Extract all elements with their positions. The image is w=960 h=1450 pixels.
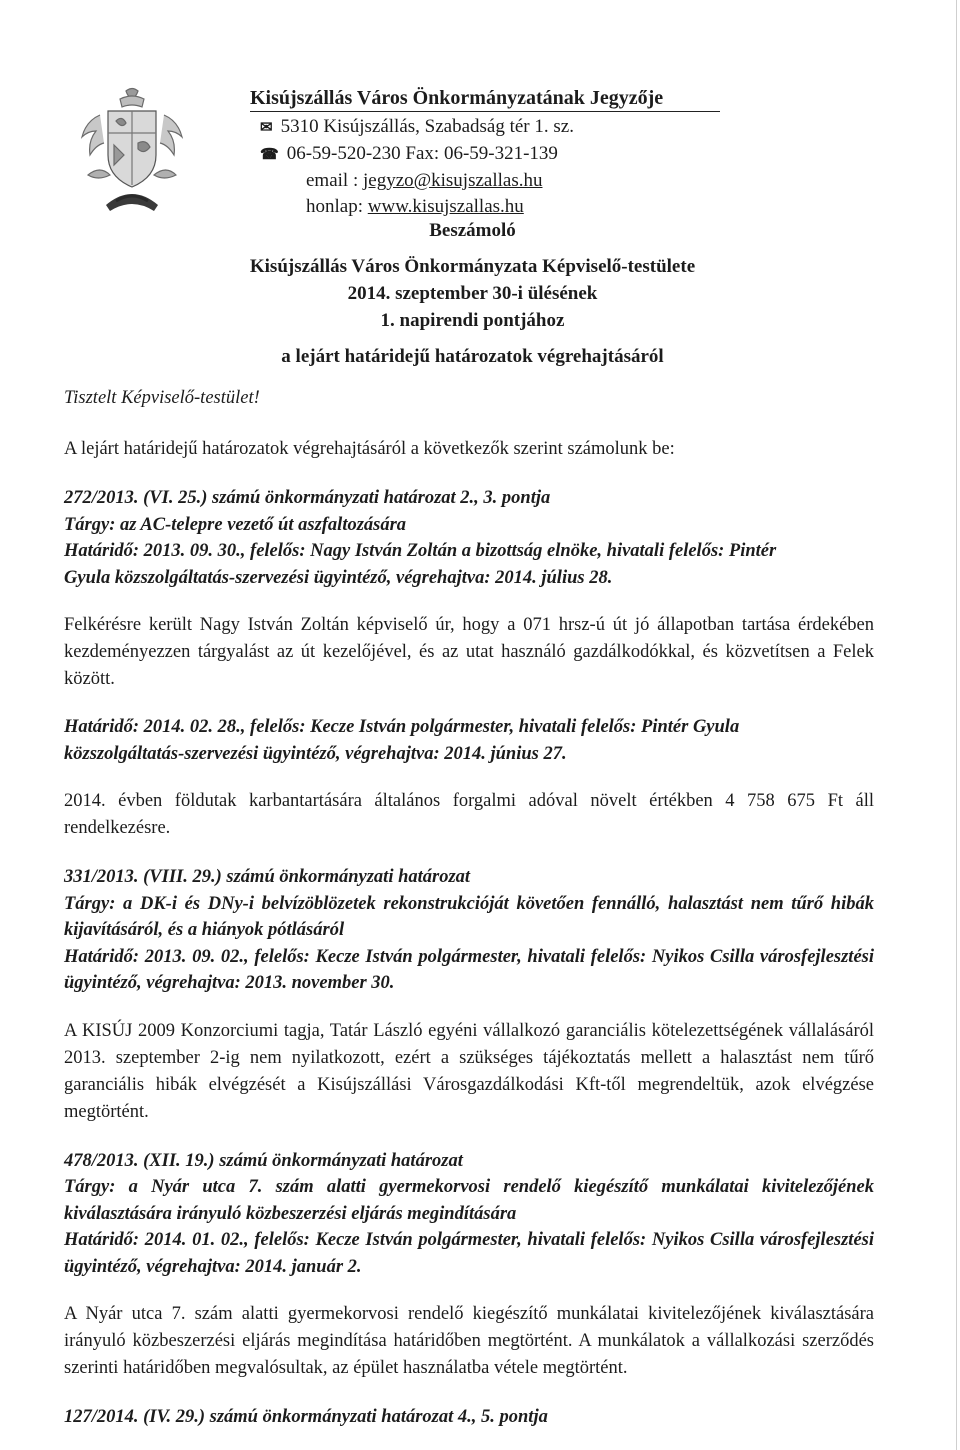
phone-fax-text: 06-59-520-230 Fax: 06-59-321-139	[286, 143, 558, 164]
resolution-text: Felkérésre került Nagy István Zoltán képviselő úr, hogy a 071 hrsz-ú út jó állapotban tartása érdekében kezdeményezzen tárgyalást az út kezelőjével, és az utat használó gazdálkodókkal, és közvetítsen a Felek között.	[64, 615, 874, 689]
resolution-text: A Nyár utca 7. szám alatti gyermekorvosi rendelő kiegészítő munkálatai kivitelezőjének kiválasztására irányuló közbeszerzési eljárás megindítása határidőben megtörtént. A munkálatok a vállalkozási szerződés szerinti határidőben megvalósultak, az épület használatba vétele megtörtént.	[64, 1304, 874, 1378]
address-text: 5310 Kisújszállás, Szabadság tér 1. sz.	[280, 116, 574, 137]
greeting: Tisztelt Képviselő-testület!	[64, 388, 260, 408]
email-link[interactable]: jegyzo@kisujszallas.hu	[362, 170, 543, 191]
title-line-5: a lejárt határidejű határozatok végrehajtásáról	[281, 346, 664, 367]
resolution-deadline: Határidő: 2013. 09. 30., felelős: Nagy István Zoltán a bizottság elnöke, hivatali felelős: Pintér	[64, 541, 777, 561]
resolution-text: A KISÚJ 2009 Konzorciumi tagja, Tatár László egyéni vállalkozó garanciális kötelezettségének vállalásáról 2013. szeptember 2-ig nem nyilatkozott, ezért a szükséges tájékoztatás mellett a halasztást nem tűrő garanciális hibák elvégzését a Kisújszállási Városgazdálkodási Kft-től megrendeltük, azok elvégzése megtörtént.	[64, 1020, 874, 1122]
resolution-block	[64, 864, 874, 997]
resolution-deadline: Határidő: 2013. 09. 02., felelős: Kecze István polgármester, hivatali felelős: Nyikos Csilla városfejlesztési ügyintéző, végrehajtva: 2013. november 30.	[64, 946, 874, 993]
header-rule	[250, 111, 720, 112]
resolution-deadline-cont: közszolgáltatás-szervezési ügyintéző, végrehajtva: 2014. június 27.	[64, 743, 567, 764]
resolution-heading: 127/2014. (IV. 29.) számú önkormányzati határozat 4., 5. pontja	[64, 1407, 548, 1427]
resolution-text: 2014. évben földutak karbantartására általános forgalmi adóval növelt értékben 4 758 675 Ft áll rendelkezésre.	[64, 791, 874, 838]
resolution-deadline-cont: Gyula közszolgáltatás-szervezési ügyintéző, végrehajtva: 2014. július 28.	[64, 567, 613, 588]
resolution-block	[64, 714, 874, 767]
resolution-block	[64, 1404, 874, 1431]
address-line	[250, 114, 720, 141]
telephone-icon: ☎	[260, 147, 279, 163]
resolution-deadline: Határidő: 2014. 02. 28., felelős: Kecze István polgármester, hivatali felelős: Pintér Gyula	[64, 717, 740, 737]
page-edge-line	[956, 0, 957, 1450]
title-line-2: Kisújszállás Város Önkormányzata Képviselő-testülete	[249, 256, 696, 277]
web-link[interactable]: www.kisujszallas.hu	[367, 196, 524, 217]
document-body	[64, 385, 874, 1431]
title-line-1: Beszámoló	[429, 220, 516, 241]
resolution-heading: 331/2013. (VIII. 29.) számú önkormányzati határozat	[64, 867, 471, 887]
web-label: honlap:	[306, 196, 368, 217]
title-line-3: 2014. szeptember 30-i ülésének	[347, 283, 598, 304]
organization-name: Kisújszállás Város Önkormányzatának Jegyzője	[250, 87, 664, 109]
resolution-heading: 478/2013. (XII. 19.) számú önkormányzati határozat	[64, 1150, 463, 1171]
letterhead	[250, 87, 720, 220]
report-title	[160, 217, 785, 370]
resolution-heading: 272/2013. (VI. 25.) számú önkormányzati határozat 2., 3. pontja	[64, 488, 551, 508]
resolution-subject: Tárgy: a DK-i és DNy-i belvízöblözetek rekonstrukcióját követően fennálló, halasztást nem tűrő hibák kijavításáról, és a hiányok pótlásáról	[64, 893, 874, 940]
mailbox-icon: ✉	[260, 120, 273, 136]
resolution-block	[64, 485, 874, 591]
intro-paragraph: A lejárt határidejű határozatok végrehajtásáról a következők szerint számolunk be:	[64, 439, 675, 459]
email-label: email :	[306, 170, 363, 191]
title-line-4: 1. napirendi pontjához	[380, 310, 565, 331]
phone-line	[250, 141, 720, 168]
coat-of-arms-icon	[76, 85, 188, 215]
resolution-subject: Tárgy: az AC-telepre vezető út aszfaltozására	[64, 514, 407, 535]
resolution-subject: Tárgy: a Nyár utca 7. szám alatti gyermekorvosi rendelő kiegészítő munkálatai kivitelezőjének kiválasztására irányuló közbeszerzési eljárás megindítására	[64, 1177, 874, 1224]
resolution-deadline: Határidő: 2014. 01. 02., felelős: Kecze István polgármester, hivatali felelős: Nyikos Csilla városfejlesztési ügyintéző, végrehajtva: 2014. január 2.	[64, 1230, 874, 1277]
email-line	[250, 168, 720, 194]
resolution-block	[64, 1148, 874, 1281]
